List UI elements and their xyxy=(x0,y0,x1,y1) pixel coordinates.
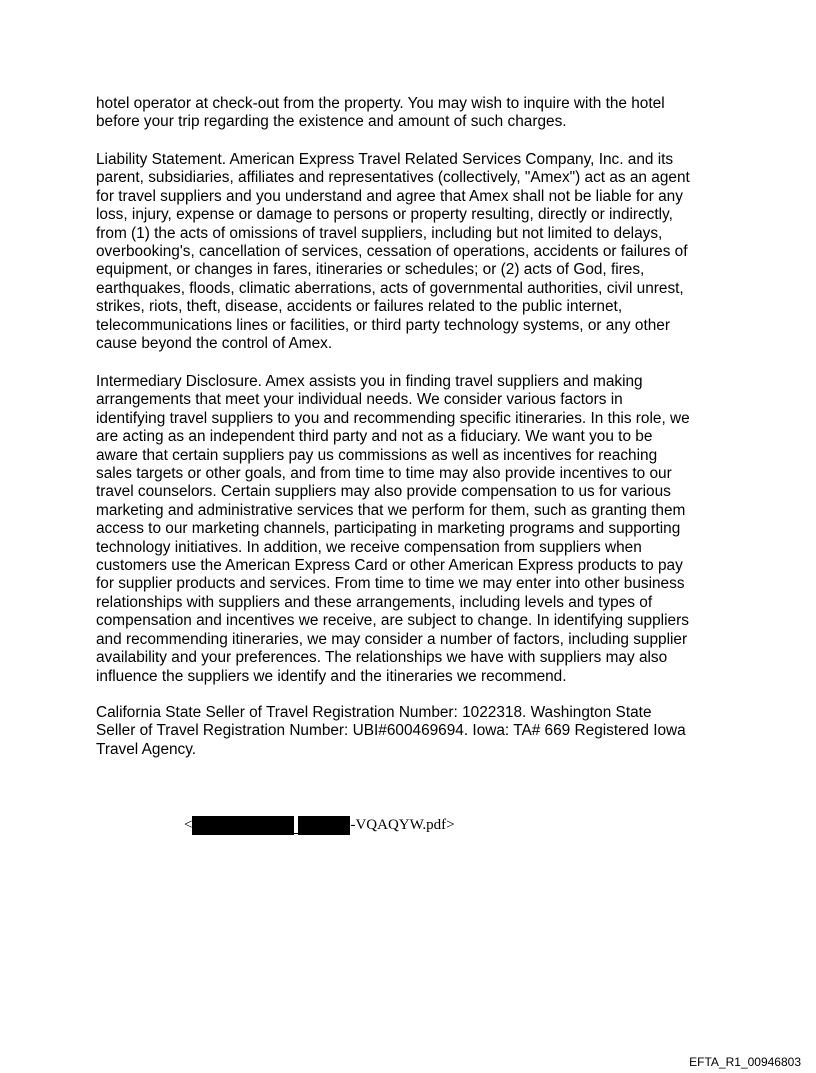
attachment-open-bracket: < xyxy=(184,817,193,833)
document-id-footer: EFTA_R1_00946803 xyxy=(689,1055,801,1069)
attachment-filename xyxy=(184,815,455,835)
redaction-block xyxy=(192,816,294,835)
attachment-suffix: -VQAQYW.pdf> xyxy=(350,817,455,833)
redaction-block xyxy=(298,816,350,835)
paragraph-liability-statement: Liability Statement. American Express Travel Related Services Company, Inc. and its parent, subsidiaries, affiliates and representatives (collectively, "Amex") act as an agent for travel suppliers and you understand and agree that Amex shall not be liable for any loss, injury, expense or damage to persons or property resulting, directly or indirectly, from (1) the acts of omissions of travel suppliers, including but not limited to delays, overbooking's, cancellation of services, cessation of operations, accidents or failures of equipment, or changes in fares, itineraries or schedules; or (2) acts of God, fires, earthquakes, floods, climatic aberrations, acts of governmental authorities, civil unrest, strikes, riots, theft, disease, accidents or failures related to the public internet, telecommunications lines or facilities, or third party technology systems, or any other cause beyond the control of Amex. xyxy=(96,151,690,353)
paragraph-intermediary-disclosure: Intermediary Disclosure. Amex assists you in finding travel suppliers and making arrangements that meet your individual needs. We consider various factors in identifying travel suppliers to you and recommending specific itineraries. In this role, we are acting as an independent third party and not as a fiduciary. We want you to be aware that certain suppliers pay us commissions as well as incentives for reaching sales targets or other goals, and from time to time may also provide incentives to our travel counselors. Certain suppliers may also provide compensation to us for various marketing and administrative services that we perform for them, such as granting them access to our marketing channels, participating in marketing programs and supporting technology initiatives. In addition, we receive compensation from suppliers when customers use the American Express Card or other American Express products to pay for supplier products and services. From time to time we may enter into other business relationships with suppliers and these arrangements, including levels and types of compensation and incentives we receive, are subject to change. In identifying suppliers and recommending itineraries, we may consider a number of factors, including supplier availability and your preferences. The relationships we have with suppliers may also influence the suppliers we identify and the itineraries we recommend. xyxy=(96,373,690,685)
paragraph-registration-numbers: California State Seller of Travel Registration Number: 1022318. Washington State Seller of Travel Registration Number: UBI#600469694. Iowa: TA# 669 Registered Iowa Travel Agency. xyxy=(96,704,686,758)
paragraph-hotel-charges: hotel operator at check-out from the property. You may wish to inquire with the hotel before your trip regarding the existence and amount of such charges. xyxy=(96,95,665,131)
